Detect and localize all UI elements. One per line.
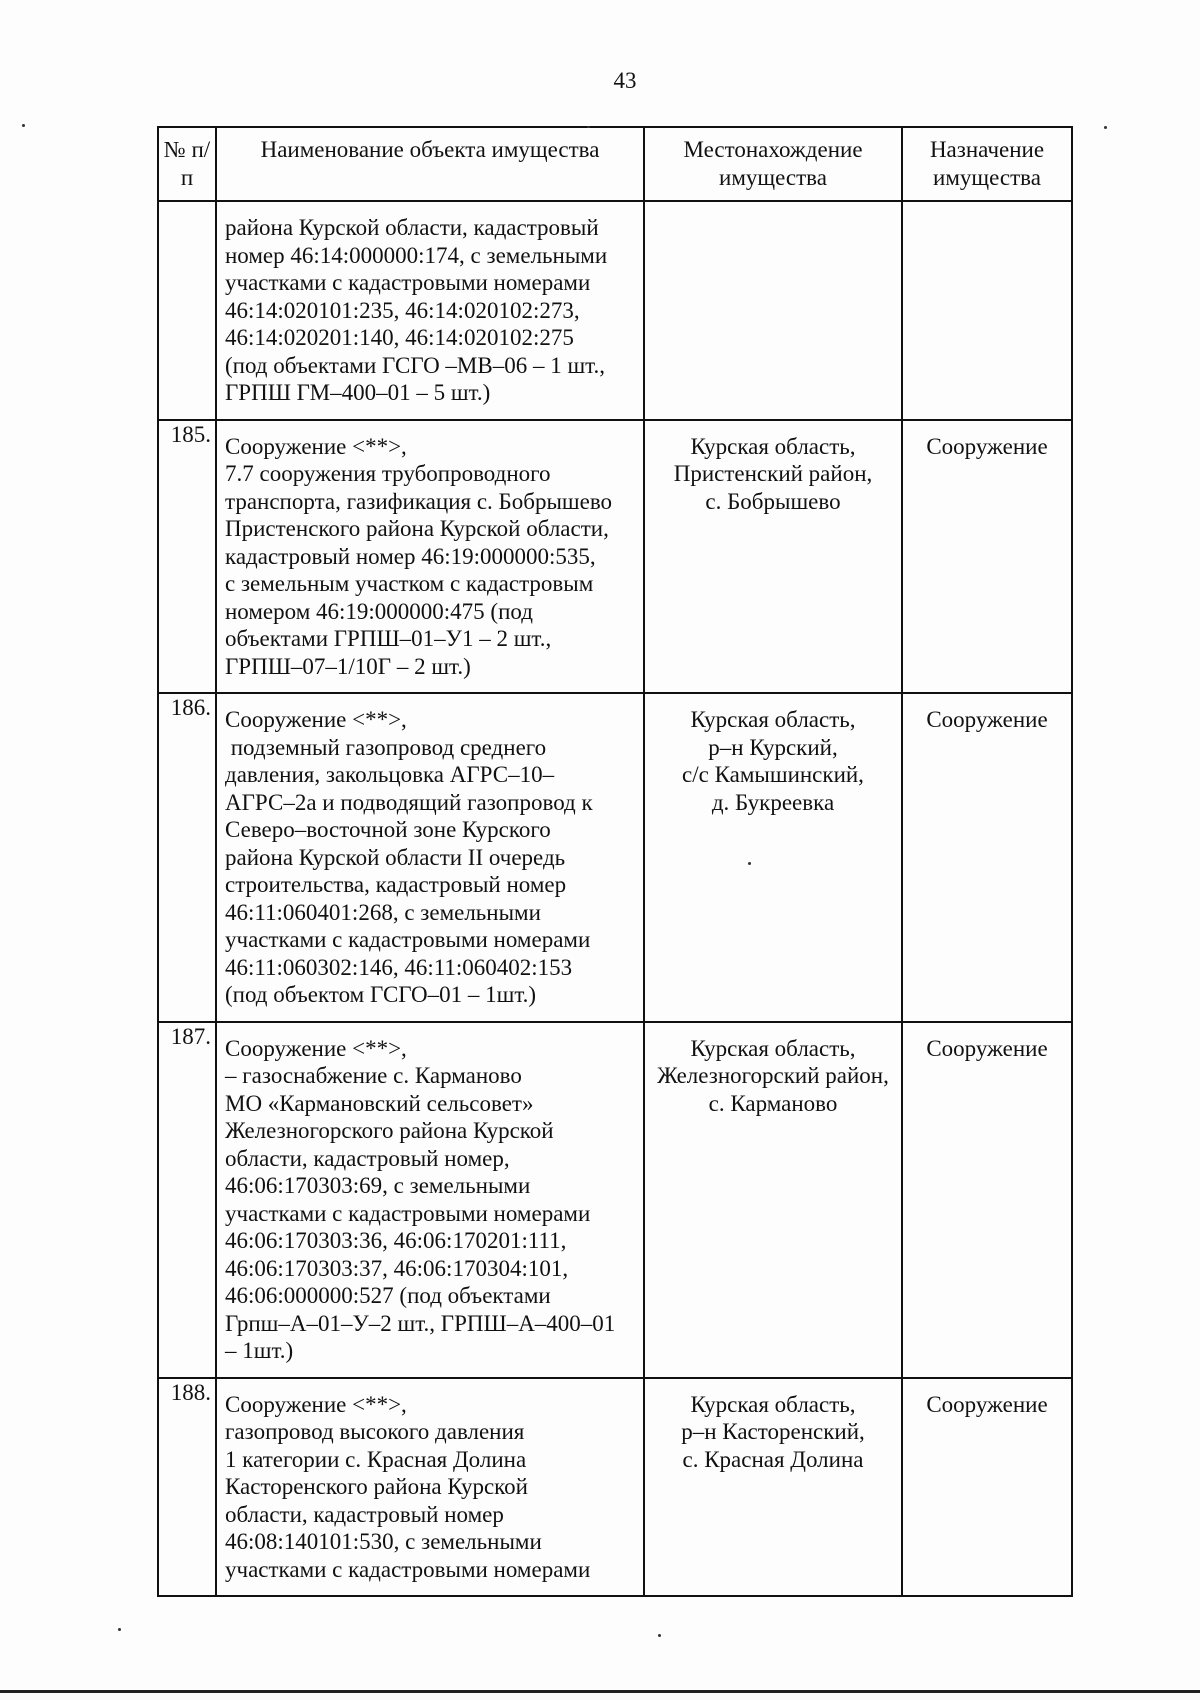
location-line: Курская область, — [690, 433, 856, 459]
description-line: района Курской области, кадастровый — [225, 215, 599, 240]
row-number: 187. — [158, 1022, 216, 1378]
location-line: р–н Касторенский, — [681, 1419, 865, 1444]
description-line: Сооружение <**>, — [225, 707, 407, 732]
description-line: АГРС–2а и подводящий газопровод к — [225, 789, 593, 815]
location-line: с. Бобрышево — [705, 488, 841, 514]
table-header-row — [158, 127, 1072, 201]
scan-speck — [1104, 126, 1107, 129]
object-location — [644, 1022, 902, 1378]
header-location: Местонахождение имущества — [644, 127, 902, 201]
description-line: участками с кадастровыми номерами — [225, 270, 591, 295]
object-location — [644, 1378, 902, 1597]
object-description — [216, 420, 644, 694]
description-line: района Курской области II очередь — [225, 844, 566, 870]
description-line: 46:11:060401:268, с земельными — [225, 899, 541, 925]
description-line: кадастровый номер 46:19:000000:535, — [225, 543, 596, 569]
description-line: Северо–восточной зоне Курского — [225, 817, 551, 842]
description-line: 46:06:000000:527 (под объектами — [225, 1283, 551, 1308]
description-line: 46:06:170303:36, 46:06:170201:111, — [225, 1228, 567, 1253]
row-number: 188. — [158, 1378, 216, 1597]
description-line: 46:14:020201:140, 46:14:020102:275 — [225, 325, 574, 350]
object-purpose: Сооружение — [902, 1022, 1072, 1378]
description-line: 46:08:140101:530, с земельными — [225, 1529, 542, 1554]
object-description — [216, 201, 644, 420]
header-num: № п/п — [158, 127, 216, 201]
description-line: Касторенского района Курской — [225, 1474, 528, 1499]
description-line: Сооружение <**>, — [225, 433, 407, 459]
object-purpose — [902, 201, 1072, 420]
description-line: участками с кадастровыми номерами — [225, 1556, 591, 1582]
scan-speck — [118, 1628, 121, 1631]
object-location — [644, 693, 902, 1022]
description-line: ГРПШ–07–1/10Г – 2 шт.) — [225, 653, 471, 679]
scan-speck — [22, 124, 25, 127]
header-purpose: Назначение имущества — [902, 127, 1072, 201]
description-line: области, кадастровый номер — [225, 1501, 504, 1527]
header-name: Наименование объекта имущества — [216, 127, 644, 201]
description-line: участками с кадастровыми номерами — [225, 1200, 591, 1226]
description-line: 46:14:020101:235, 46:14:020102:273, — [225, 297, 580, 323]
object-location — [644, 201, 902, 420]
location-line: с. Красная Долина — [682, 1446, 864, 1472]
description-line: (под объектом ГСГО–01 – 1шт.) — [225, 982, 537, 1007]
table-body — [158, 201, 1072, 1596]
object-purpose: Сооружение — [902, 420, 1072, 694]
table-row — [158, 420, 1072, 694]
location-line: с. Карманово — [708, 1090, 838, 1116]
description-line: транспорта, газификация с. Бобрышево — [225, 488, 613, 514]
description-line: МО «Кармановский сельсовет» — [225, 1090, 534, 1116]
description-line: 7.7 сооружения трубопроводного — [225, 461, 551, 486]
row-number — [158, 201, 216, 420]
table-row — [158, 693, 1072, 1022]
location-line: д. Букреевка — [711, 789, 835, 815]
object-description — [216, 1378, 644, 1597]
page-number: 43 — [613, 68, 637, 93]
description-line: номер 46:14:000000:174, с земельными — [225, 242, 608, 268]
location-line: Курская область, — [690, 1391, 856, 1417]
description-line: 46:06:170303:69, с земельными — [225, 1173, 531, 1198]
location-line: Железногорский район, — [657, 1063, 889, 1088]
page-bottom-edge — [0, 1690, 1200, 1693]
table-row — [158, 201, 1072, 420]
description-line: ГРПШ ГМ–400–01 – 5 шт.) — [225, 380, 491, 405]
description-line: – 1шт.) — [225, 1338, 294, 1363]
object-location — [644, 420, 902, 694]
description-line: 46:11:060302:146, 46:11:060402:153 — [225, 954, 573, 980]
object-description — [216, 1022, 644, 1378]
description-line: 1 категории с. Красная Долина — [225, 1446, 527, 1472]
object-purpose: Сооружение — [902, 693, 1072, 1022]
scan-speck — [748, 862, 751, 865]
description-line: Железногорского района Курской — [225, 1118, 554, 1143]
description-line: Сооружение <**>, — [225, 1391, 407, 1417]
description-line: Сооружение <**>, — [225, 1035, 407, 1061]
location-line: Курская область, — [690, 1035, 856, 1061]
description-line: области, кадастровый номер, — [225, 1145, 510, 1171]
object-description — [216, 693, 644, 1022]
row-number: 185. — [158, 420, 216, 694]
description-line: давления, закольцовка АГРС–10– — [225, 762, 555, 787]
scan-speck — [587, 126, 590, 128]
location-line: с/с Камышинский, — [682, 762, 864, 787]
location-line: р–н Курский, — [708, 734, 838, 760]
location-line: Курская область, — [690, 707, 856, 732]
property-table — [157, 126, 1073, 1597]
scan-speck — [658, 1634, 661, 1637]
description-line: (под объектами ГСГО –МВ–06 – 1 шт., — [225, 352, 606, 378]
location-line: Пристенский район, — [673, 461, 873, 486]
description-line: Пристенского района Курской области, — [225, 516, 609, 541]
description-line: участками с кадастровыми номерами — [225, 927, 591, 952]
description-line: подземный газопровод среднего — [225, 734, 547, 760]
description-line: строительства, кадастровый номер — [225, 872, 567, 897]
description-line: 46:06:170303:37, 46:06:170304:101, — [225, 1255, 569, 1281]
description-line: объектами ГРПШ–01–У1 – 2 шт., — [225, 626, 552, 651]
description-line: номером 46:19:000000:475 (под — [225, 598, 533, 624]
description-line: – газоснабжение с. Карманово — [225, 1063, 522, 1088]
description-line: газопровод высокого давления — [225, 1419, 525, 1444]
description-line: Грпш–А–01–У–2 шт., ГРПШ–А–400–01 — [225, 1310, 616, 1336]
description-line: с земельным участком с кадастровым — [225, 571, 594, 596]
row-number: 186. — [158, 693, 216, 1022]
table-row — [158, 1378, 1072, 1597]
object-purpose: Сооружение — [902, 1378, 1072, 1597]
table-row — [158, 1022, 1072, 1378]
